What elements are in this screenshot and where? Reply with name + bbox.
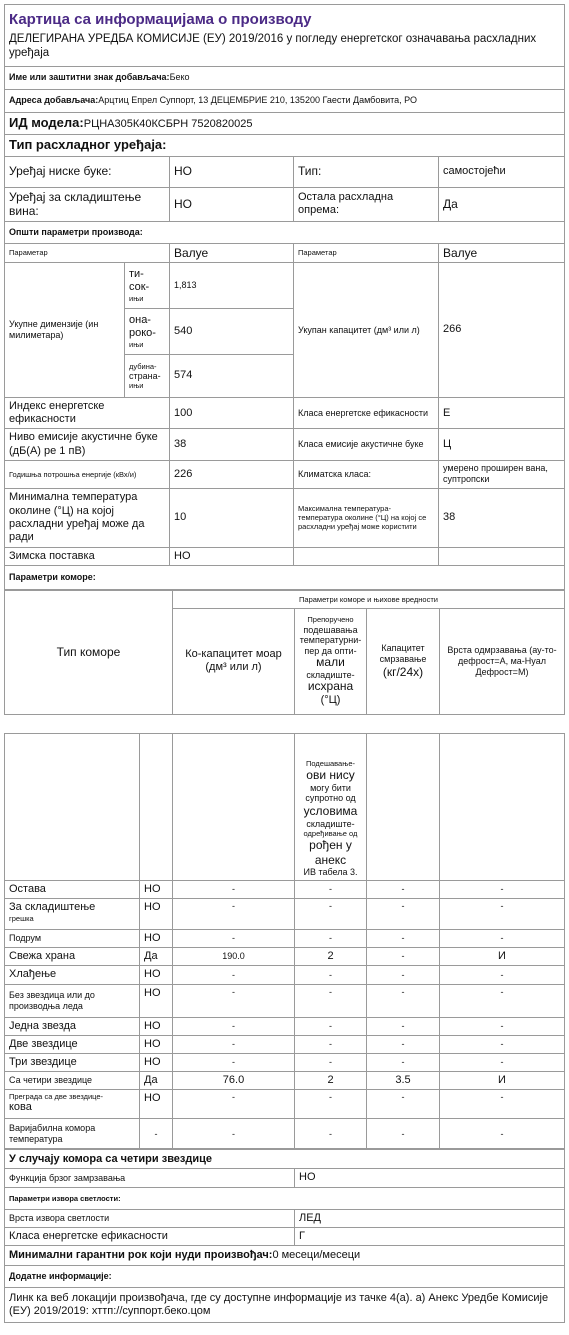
compartment-defrost: - [440, 1017, 565, 1035]
continuation-header-row [5, 733, 565, 880]
address-value: Арцтиц Епрел Суппорт, 13 ДЕЦЕМБРИЕ 210, 135200 Гаести Дамбовита, РО [98, 95, 417, 106]
compartment-defrost: - [440, 1119, 565, 1149]
compartment-temp: 2 [295, 948, 367, 966]
dimension-height-row [5, 262, 565, 308]
param-value: умерено проширен вана, суптропски [439, 460, 565, 488]
warranty-row [5, 1245, 565, 1265]
compartment-row [5, 1054, 565, 1072]
compartment-present: НО [140, 1090, 173, 1119]
type-value: самостојећи [439, 156, 565, 187]
temperature-header: Препоручено подешавања температурни- пер да опти- мали складиште- исхрана (°Ц) [295, 608, 367, 714]
general-row [5, 488, 565, 547]
compartment-defrost: - [440, 899, 565, 930]
compartment-freeze: - [367, 1119, 440, 1149]
param-header: Параметар [294, 243, 439, 262]
compartment-name: Са четири звездице [5, 1072, 140, 1090]
compartment-defrost: - [440, 1035, 565, 1053]
compartment-present: НО [140, 1054, 173, 1072]
compartment-group-header: Параметри коморе и њихове вредности [173, 590, 565, 608]
supplier-row [5, 66, 565, 89]
compartment-defrost: - [440, 930, 565, 948]
fast-freeze-row [5, 1169, 565, 1187]
dimensions-label: Укупне димензије (ин милиметара) [5, 262, 125, 397]
compartment-temp: - [295, 1090, 367, 1119]
regulation-text: ДЕЛЕГИРАНА УРЕДБА КОМИСИЈЕ (ЕУ) 2019/2016 у погледу енергетског означавања расхладних уређаја [5, 32, 565, 66]
supplier-value: Беко [169, 72, 190, 83]
compartment-row [5, 948, 565, 966]
compartment-header-table [4, 590, 565, 715]
value-header: Валуе [170, 243, 294, 262]
compartment-capacity: - [173, 984, 295, 1017]
compartment-defrost: И [440, 1072, 565, 1090]
compartment-row [5, 984, 565, 1017]
param-value: Е [439, 397, 565, 428]
defrost-header: Врста одмрзавања (ау-то-дефрост=А, ма-Нуал Дефрост=М) [440, 608, 565, 714]
compartment-defrost: - [440, 1054, 565, 1072]
type-label: Уређај за складиштење вина: [5, 187, 170, 221]
depth-value: 574 [170, 354, 294, 397]
param-header: Параметар [5, 243, 170, 262]
compartment-freeze: - [367, 1090, 440, 1119]
model-label: ИД модела: [9, 115, 84, 130]
compartment-name: Свежа храна [5, 948, 140, 966]
compartment-type-header: Тип коморе [5, 590, 173, 714]
compartment-name: Варијабилна комора температура [5, 1119, 140, 1149]
height-label: ти- сок- ињи [125, 262, 170, 308]
extra-heading: Додатне информације: [5, 1265, 565, 1287]
compartment-capacity: - [173, 966, 295, 984]
compartment-heading: Параметри коморе: [5, 565, 565, 589]
compartment-name: Две звездице [5, 1035, 140, 1053]
type-row [5, 156, 565, 187]
freezing-header: Капацитет смрзавање (кг/24х) [367, 608, 440, 714]
compartment-freeze: - [367, 1035, 440, 1053]
compartment-temp: - [295, 966, 367, 984]
compartment-capacity: 190.0 [173, 948, 295, 966]
compartment-freeze: - [367, 984, 440, 1017]
height-value: 1,813 [170, 262, 294, 308]
page-title: Картица са информацијама о производу [5, 5, 565, 33]
compartment-freeze: - [367, 899, 440, 930]
product-information-sheet [4, 4, 564, 1323]
compartment-name: Три звездице [5, 1054, 140, 1072]
compartment-row [5, 1017, 565, 1035]
compartment-present: НО [140, 984, 173, 1017]
capacity-label: Укупан капацитет (дм³ или л) [294, 262, 439, 397]
param-label: Класа енергетске ефикасности [294, 397, 439, 428]
compartment-defrost: - [440, 1090, 565, 1119]
param-value: 10 [170, 488, 294, 547]
compartment-present: Да [140, 948, 173, 966]
depth-label: дубина- страна- ињи [125, 354, 170, 397]
param-label: Климатска класа: [294, 460, 439, 488]
general-heading: Општи параметри производа: [5, 221, 565, 243]
compartment-capacity: - [173, 1054, 295, 1072]
compartment-row [5, 1090, 565, 1119]
compartment-freeze: - [367, 930, 440, 948]
param-label: Индекс енергетске ефикасности [5, 397, 170, 428]
compartment-temp: - [295, 880, 367, 898]
compartment-defrost: - [440, 966, 565, 984]
compartment-present: НО [140, 899, 173, 930]
compartment-capacity: - [173, 930, 295, 948]
param-label: Зимска поставка [5, 547, 170, 565]
compartment-name: Преграда са две звездице- кова [5, 1090, 140, 1119]
param-value: 100 [170, 397, 294, 428]
compartment-freeze: - [367, 1054, 440, 1072]
param-value: 226 [170, 460, 294, 488]
param-label: Годишња потрошња енергије (кВх/и) [5, 460, 170, 488]
type-label: Уређај ниске буке: [5, 156, 170, 187]
light-type-label: Врста извора светлости [5, 1209, 295, 1227]
light-class-label: Класа енергетске ефикасности [5, 1227, 295, 1245]
warranty-label: Минимални гарантни рок који нуди произвођач: [9, 1248, 273, 1261]
light-type-value: ЛЕД [295, 1209, 565, 1227]
compartment-table [4, 733, 565, 1150]
address-row [5, 89, 565, 112]
compartment-name: Подрум [5, 930, 140, 948]
compartment-temp: - [295, 984, 367, 1017]
compartment-capacity: - [173, 880, 295, 898]
compartment-present: НО [140, 1017, 173, 1035]
type-heading: Тип расхладног уређаја: [5, 134, 565, 156]
compartment-name: Једна звезда [5, 1017, 140, 1035]
extra-text: Линк ка веб локацији произвођача, где су доступне информације из тачке 4(а). а) Анекс Уредбе Комисије (ЕУ) 2019/2019: хттп://суппорт.беко.цом [5, 1287, 565, 1322]
type-value: Да [439, 187, 565, 221]
compartment-temp: - [295, 1035, 367, 1053]
width-value: 540 [170, 308, 294, 354]
compartment-row [5, 1119, 565, 1149]
compartment-temp: - [295, 1119, 367, 1149]
compartment-freeze: - [367, 880, 440, 898]
general-row [5, 429, 565, 460]
width-label: она- роко- ињи [125, 308, 170, 354]
compartment-row [5, 1072, 565, 1090]
light-heading: Параметри извора светлости: [5, 1187, 565, 1209]
light-type-row [5, 1209, 565, 1227]
compartment-temp: 2 [295, 1072, 367, 1090]
type-label: Остала расхладна опрема: [294, 187, 439, 221]
param-label: Класа емисије акустичне буке [294, 429, 439, 460]
compartment-capacity: - [173, 899, 295, 930]
temperature-note: Подешавање- ови нису могу бити супротно од условима складиште- одређивање од рођен у анекс ИВ табела 3. [295, 733, 367, 880]
fast-freeze-label: Функција брзог замрзавања [5, 1169, 295, 1187]
model-value: РЦНА305К40КСБРН 7520820025 [83, 118, 253, 130]
compartment-row [5, 966, 565, 984]
compartment-temp: - [295, 930, 367, 948]
compartment-capacity: - [173, 1035, 295, 1053]
compartment-name: За складиштење грешка [5, 899, 140, 930]
value-header: Валуе [439, 243, 565, 262]
param-label [294, 547, 439, 565]
light-class-row [5, 1227, 565, 1245]
compartment-present: НО [140, 1035, 173, 1053]
compartment-temp: - [295, 1054, 367, 1072]
capacity-value: 266 [439, 262, 565, 397]
param-label: Ниво емисије акустичне буке (дБ(А) ре 1 пВ) [5, 429, 170, 460]
compartment-name: Без звездица или до производња леда [5, 984, 140, 1017]
general-row [5, 547, 565, 565]
footer-table [4, 1149, 565, 1323]
compartment-present: НО [140, 880, 173, 898]
compartment-defrost: И [440, 948, 565, 966]
param-value: НО [170, 547, 294, 565]
param-value [439, 547, 565, 565]
sheet-table-top [4, 4, 565, 590]
type-label: Тип: [294, 156, 439, 187]
general-row [5, 460, 565, 488]
compartment-defrost: - [440, 880, 565, 898]
compartment-present: НО [140, 966, 173, 984]
compartment-present: - [140, 1119, 173, 1149]
compartment-row [5, 899, 565, 930]
compartment-temp: - [295, 1017, 367, 1035]
general-row [5, 397, 565, 428]
four-star-heading: У случају комора са четири звездице [5, 1150, 565, 1169]
light-class-value: Г [295, 1227, 565, 1245]
compartment-freeze: - [367, 966, 440, 984]
compartment-capacity: - [173, 1119, 295, 1149]
compartment-freeze: - [367, 1017, 440, 1035]
type-row [5, 187, 565, 221]
param-label: Минимална температура околине (°Ц) на којој расхладни уређај може да ради [5, 488, 170, 547]
param-value: 38 [439, 488, 565, 547]
param-value: 38 [170, 429, 294, 460]
address-label: Адреса добављача: [9, 95, 99, 106]
compartment-present: Да [140, 1072, 173, 1090]
model-row [5, 112, 565, 134]
fast-freeze-value: НО [295, 1169, 565, 1187]
warranty-value: 0 месеци/месеци [272, 1248, 361, 1261]
compartment-row [5, 880, 565, 898]
type-value: НО [170, 187, 294, 221]
compartment-freeze: - [367, 948, 440, 966]
compartment-temp: - [295, 899, 367, 930]
compartment-capacity: - [173, 1090, 295, 1119]
compartment-present: НО [140, 930, 173, 948]
compartment-capacity: - [173, 1017, 295, 1035]
compartment-name: Остава [5, 880, 140, 898]
param-value: Ц [439, 429, 565, 460]
compartment-name: Хлађење [5, 966, 140, 984]
compartment-capacity: 76.0 [173, 1072, 295, 1090]
compartment-freeze: 3.5 [367, 1072, 440, 1090]
compartment-defrost: - [440, 984, 565, 1017]
compartment-row [5, 1035, 565, 1053]
capacity-header: Ко-капацитет моар (дм³ или л) [173, 608, 295, 714]
type-value: НО [170, 156, 294, 187]
page-gap [4, 715, 564, 733]
compartment-row [5, 930, 565, 948]
param-label: Максимална температура-температура околине (°Ц) на којој се расхладни уређај може користити [294, 488, 439, 547]
param-header-row [5, 243, 565, 262]
supplier-label: Име или заштитни знак добављача: [9, 72, 170, 83]
